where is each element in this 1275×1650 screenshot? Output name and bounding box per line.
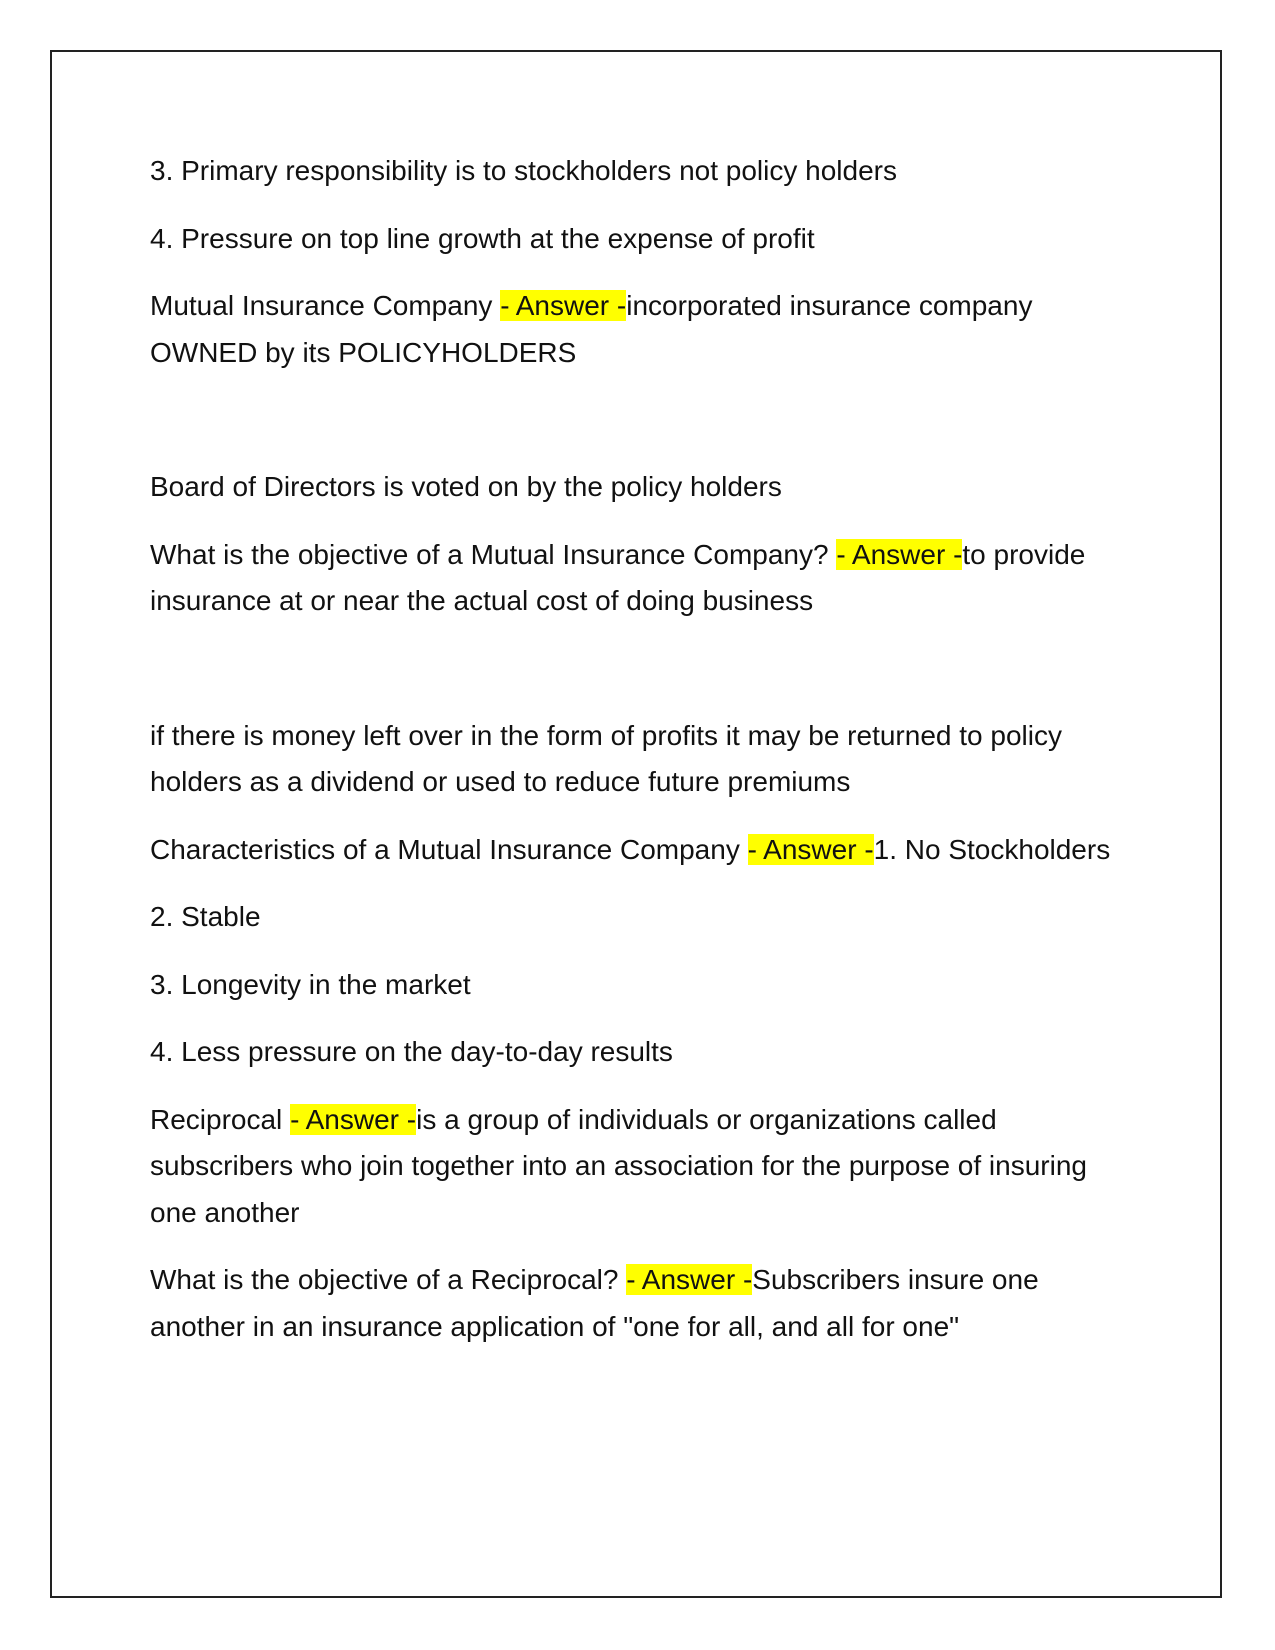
answer-highlight: - Answer - bbox=[747, 833, 874, 865]
paragraph-text: Board of Directors is voted on by the policy holders bbox=[150, 471, 782, 502]
paragraph-text: 4. Pressure on top line growth at the expense of profit bbox=[150, 222, 815, 254]
answer-text: incorporated insurance company OWNED by its POLICYHOLDERS bbox=[150, 290, 1033, 368]
paragraph-text: 3. Primary responsibility is to stockholders not policy holders bbox=[150, 155, 897, 186]
question-text: Reciprocal bbox=[150, 1103, 291, 1135]
paragraph-reciprocal-definition bbox=[150, 1097, 1125, 1237]
answer-text: to provide insurance at or near the actual cost of doing business bbox=[150, 538, 1086, 616]
paragraph-less-pressure bbox=[150, 1029, 1125, 1076]
answer-text: 1. No Stockholders bbox=[873, 833, 1111, 865]
paragraph-mutual-definition bbox=[150, 283, 1125, 376]
answer-highlight: - Answer - bbox=[500, 290, 627, 321]
answer-text: is a group of individuals or organizations called subscribers who join together into an association for the purpose of insuring one another bbox=[150, 1103, 1087, 1228]
answer-highlight: - Answer - bbox=[626, 1264, 753, 1295]
paragraph-mutual-objective bbox=[150, 532, 1125, 625]
paragraph-mutual-characteristics bbox=[150, 827, 1125, 874]
paragraph-top-line-pressure bbox=[150, 216, 1125, 263]
question-text: Characteristics of a Mutual Insurance Company bbox=[150, 833, 748, 865]
paragraph-board-of-directors bbox=[150, 464, 1125, 511]
paragraph-stock-responsibility bbox=[150, 148, 1125, 195]
document-body bbox=[150, 148, 1125, 1371]
paragraph-reciprocal-objective bbox=[150, 1257, 1125, 1350]
paragraph-text: 3. Longevity in the market bbox=[150, 968, 471, 1000]
question-text: What is the objective of a Mutual Insurance Company? bbox=[150, 538, 837, 570]
answer-highlight: - Answer - bbox=[290, 1103, 417, 1135]
question-text: Mutual Insurance Company bbox=[150, 290, 501, 321]
paragraph-text: 2. Stable bbox=[150, 901, 261, 932]
answer-highlight: - Answer - bbox=[836, 538, 963, 570]
question-text: What is the objective of a Reciprocal? bbox=[150, 1264, 627, 1295]
answer-text: Subscribers insure one another in an insurance application of "one for all, and all for one" bbox=[150, 1264, 1039, 1342]
paragraph-longevity bbox=[150, 962, 1125, 1009]
paragraph-text: if there is money left over in the form of profits it may be returned to policy holders as a dividend or used to reduce future premiums bbox=[150, 719, 1062, 797]
paragraph-profits-returned bbox=[150, 713, 1125, 806]
paragraph-text: 4. Less pressure on the day-to-day results bbox=[150, 1036, 673, 1067]
paragraph-stable bbox=[150, 894, 1125, 941]
